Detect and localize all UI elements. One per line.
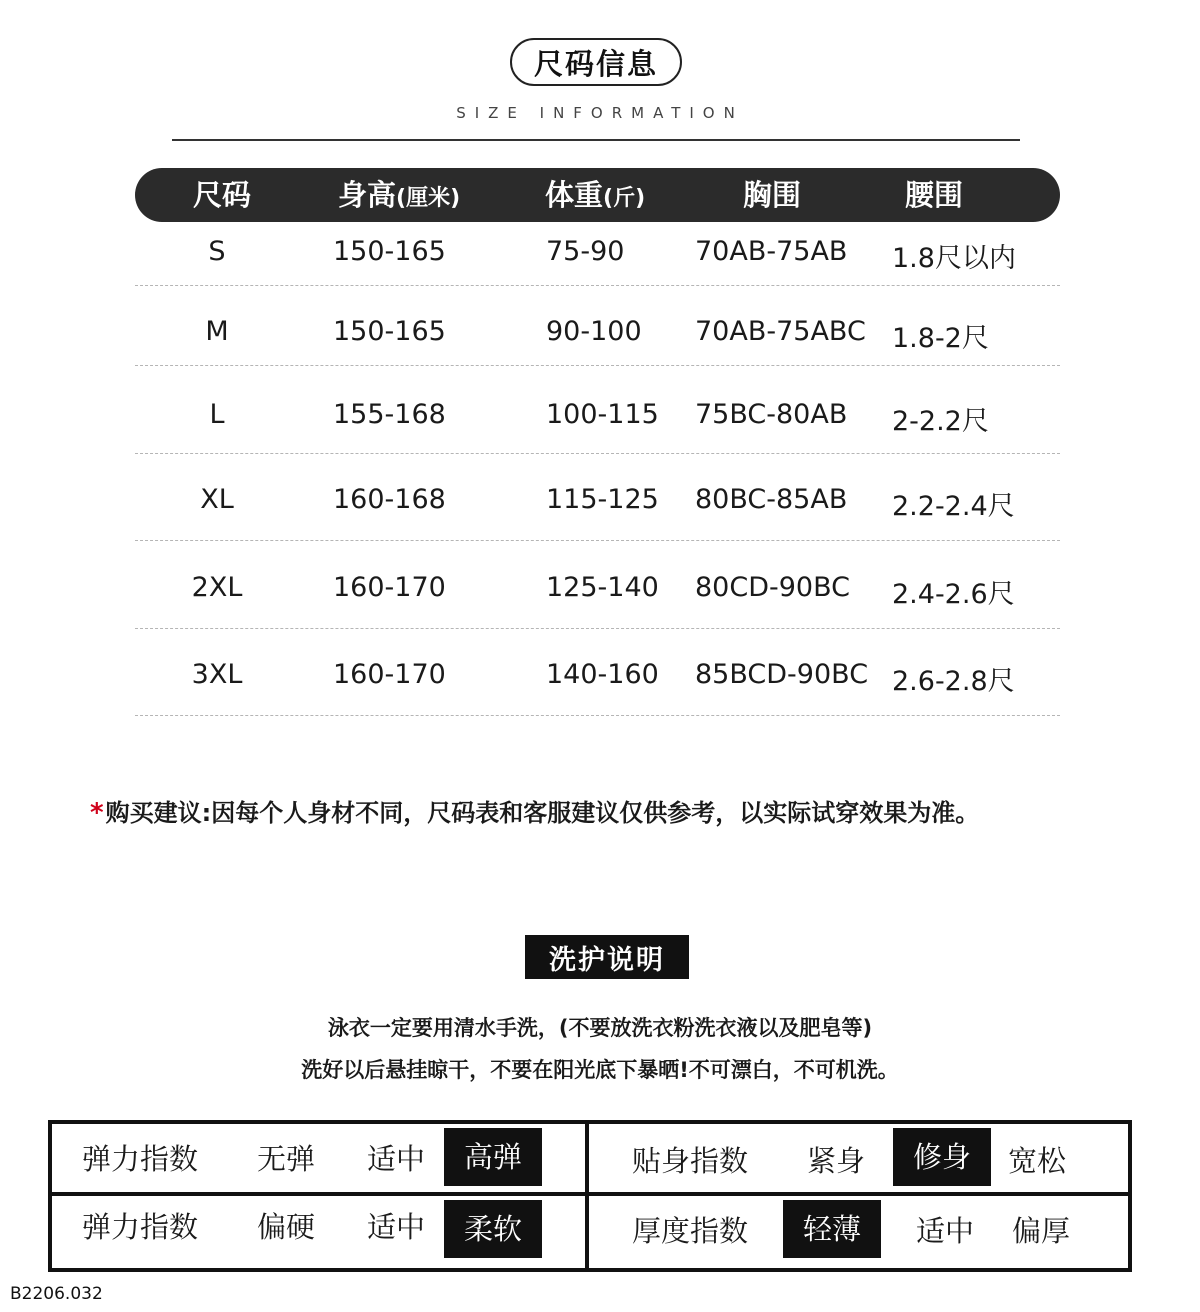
page-title: 尺码信息 <box>510 38 682 86</box>
cell-bust: 70AB-75ABC <box>695 316 866 347</box>
header-weight-unit: (斤) <box>603 186 646 211</box>
cell-size: S <box>208 236 226 267</box>
cell-bust: 85BCD-90BC <box>695 659 869 690</box>
header-bust: 胸围 <box>743 178 802 212</box>
cell-height: 150-165 <box>333 236 446 267</box>
row-divider <box>135 715 1060 716</box>
elasticity-option-1: 无弹 <box>257 1142 316 1176</box>
cell-waist: 1.8尺以内 <box>892 243 1016 274</box>
header-height <box>338 168 460 222</box>
cell-bust: 70AB-75AB <box>695 236 848 267</box>
cell-height: 160-170 <box>333 659 446 690</box>
care-title: 洗护说明 <box>525 935 689 979</box>
softness-label: 弹力指数 <box>82 1210 199 1244</box>
index-table-hline <box>52 1192 1128 1196</box>
row-divider <box>135 540 1060 541</box>
cell-waist: 2.4-2.6尺 <box>892 579 1015 610</box>
header-weight-label: 体重 <box>545 178 604 212</box>
cell-weight: 90-100 <box>546 316 642 347</box>
fit-label: 贴身指数 <box>632 1144 749 1178</box>
index-table <box>48 1120 1132 1272</box>
product-code: B2206.032 <box>10 1284 103 1304</box>
cell-waist: 2.6-2.8尺 <box>892 666 1015 697</box>
fit-option-3: 宽松 <box>1008 1144 1067 1178</box>
cell-size: L <box>209 399 225 430</box>
softness-option-3-selected: 柔软 <box>444 1200 542 1258</box>
purchase-advice <box>90 793 1120 828</box>
elasticity-option-3-selected: 高弹 <box>444 1128 542 1186</box>
cell-height: 150-165 <box>333 316 446 347</box>
header-size: 尺码 <box>193 178 252 212</box>
cell-weight: 100-115 <box>546 399 659 430</box>
size-table-header <box>135 168 1060 222</box>
cell-size: XL <box>200 484 234 515</box>
row-divider <box>135 453 1060 454</box>
cell-weight: 75-90 <box>546 236 625 267</box>
thickness-label: 厚度指数 <box>632 1214 749 1248</box>
cell-height: 160-170 <box>333 572 446 603</box>
cell-weight: 125-140 <box>546 572 659 603</box>
row-divider <box>135 628 1060 629</box>
cell-height: 160-168 <box>333 484 446 515</box>
index-table-vline <box>585 1124 589 1268</box>
elasticity-label: 弹力指数 <box>82 1142 199 1176</box>
advice-text: 购买建议:因每个人身材不同，尺码表和客服建议仅供参考，以实际试穿效果为准。 <box>105 799 980 827</box>
cell-bust: 80CD-90BC <box>695 572 850 603</box>
row-divider <box>135 285 1060 286</box>
softness-option-1: 偏硬 <box>257 1210 316 1244</box>
cell-bust: 80BC-85AB <box>695 484 848 515</box>
row-divider <box>135 365 1060 366</box>
fit-option-1: 紧身 <box>807 1144 866 1178</box>
thickness-option-2: 适中 <box>916 1214 975 1248</box>
cell-bust: 75BC-80AB <box>695 399 848 430</box>
cell-waist: 1.8-2尺 <box>892 323 989 354</box>
cell-size: M <box>205 316 229 347</box>
cell-height: 155-168 <box>333 399 446 430</box>
care-line-1: 泳衣一定要用清水手洗，(不要放洗衣粉洗衣液以及肥皂等) <box>327 1016 873 1040</box>
title-divider <box>172 139 1020 141</box>
fit-option-2-selected: 修身 <box>893 1128 991 1186</box>
cell-size: 3XL <box>191 659 243 690</box>
softness-option-2: 适中 <box>367 1210 426 1244</box>
page-subtitle: SIZE INFORMATION <box>456 104 744 122</box>
header-waist: 腰围 <box>905 178 964 212</box>
elasticity-option-2: 适中 <box>367 1142 426 1176</box>
cell-weight: 115-125 <box>546 484 659 515</box>
cell-waist: 2.2-2.4尺 <box>892 491 1015 522</box>
thickness-option-3: 偏厚 <box>1012 1214 1071 1248</box>
header-height-unit: (厘米) <box>396 186 461 211</box>
header-weight <box>545 168 645 222</box>
cell-size: 2XL <box>191 572 243 603</box>
thickness-option-1-selected: 轻薄 <box>783 1200 881 1258</box>
cell-weight: 140-160 <box>546 659 659 690</box>
header-height-label: 身高 <box>338 178 397 212</box>
cell-waist: 2-2.2尺 <box>892 406 989 437</box>
care-line-2: 洗好以后悬挂晾干，不要在阳光底下暴晒!不可漂白，不可机洗。 <box>301 1058 899 1082</box>
advice-star: * <box>90 798 104 828</box>
